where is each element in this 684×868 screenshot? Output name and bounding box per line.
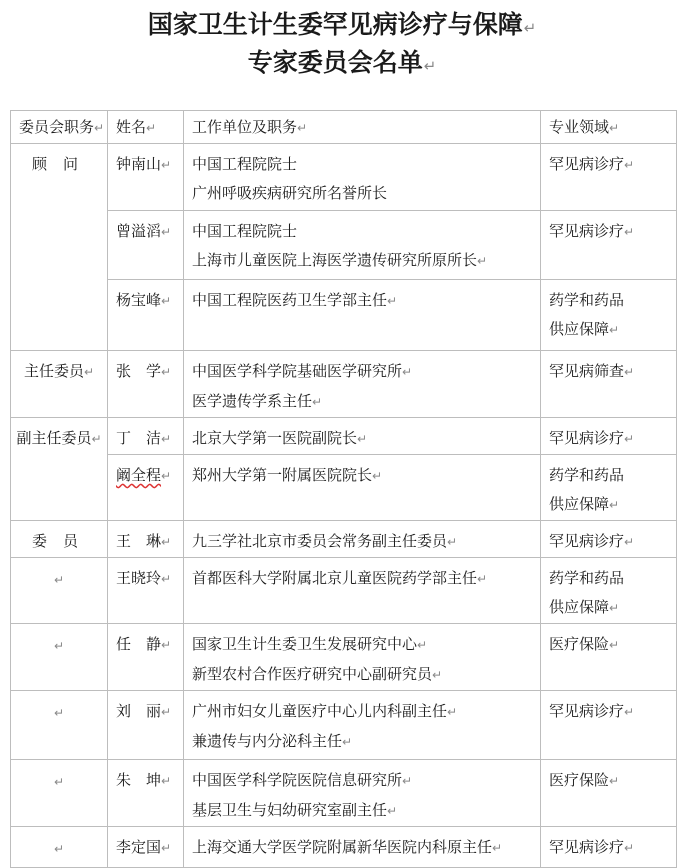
unit-cell: 首都医科大学附属北京儿童医院药学部主任↵ bbox=[184, 558, 541, 624]
field-cell: 药学和药品 供应保障↵ bbox=[541, 280, 677, 351]
field-cell: 罕见病诊疗↵ bbox=[541, 144, 677, 211]
name-cell: 王 琳↵ bbox=[108, 521, 184, 558]
table-header-row bbox=[11, 111, 677, 144]
field-cell: 医疗保险↵ bbox=[541, 760, 677, 827]
table-row bbox=[11, 351, 677, 418]
table-row bbox=[11, 211, 677, 280]
table-row bbox=[11, 144, 677, 211]
role-cell: 主任委员↵ bbox=[11, 351, 108, 418]
field-cell: 罕见病诊疗↵ bbox=[541, 691, 677, 760]
name-cell: 阚全程↵ bbox=[108, 455, 184, 521]
role-cell: 委员 bbox=[11, 521, 108, 558]
unit-cell: 中国工程院院士 广州呼吸疾病研究所名誉所长 bbox=[184, 144, 541, 211]
field-cell: 罕见病诊疗↵ bbox=[541, 418, 677, 455]
field-cell: 罕见病筛查↵ bbox=[541, 351, 677, 418]
expert-committee-table bbox=[10, 110, 677, 868]
name-cell: 任 静↵ bbox=[108, 624, 184, 691]
unit-cell: 中国工程院医药卫生学部主任↵ bbox=[184, 280, 541, 351]
table-row bbox=[11, 455, 677, 521]
name-cell: 张 学↵ bbox=[108, 351, 184, 418]
name-cell: 朱 坤↵ bbox=[108, 760, 184, 827]
role-cell: ↵ bbox=[11, 760, 108, 827]
paragraph-mark: ↵ bbox=[423, 57, 437, 75]
name-cell: 钟南山↵ bbox=[108, 144, 184, 211]
role-cell: ↵ bbox=[11, 558, 108, 624]
unit-cell: 中国工程院院士 上海市儿童医院上海医学遗传研究所原所长↵ bbox=[184, 211, 541, 280]
unit-cell: 上海交通大学医学院附属新华医院内科原主任↵ bbox=[184, 827, 541, 868]
field-cell: 药学和药品 供应保障↵ bbox=[541, 455, 677, 521]
table-row bbox=[11, 280, 677, 351]
name-cell: 李定国↵ bbox=[108, 827, 184, 868]
role-cell: 副主任委员↵ bbox=[11, 418, 108, 521]
unit-cell: 中国医学科学院医院信息研究所↵ 基层卫生与妇幼研究室副主任↵ bbox=[184, 760, 541, 827]
field-cell: 医疗保险↵ bbox=[541, 624, 677, 691]
table-row bbox=[11, 624, 677, 691]
table-row bbox=[11, 521, 677, 558]
field-cell: 罕见病诊疗↵ bbox=[541, 521, 677, 558]
table-row bbox=[11, 760, 677, 827]
field-cell: 罕见病诊疗↵ bbox=[541, 211, 677, 280]
header-field: 专业领域↵ bbox=[541, 111, 677, 144]
name-cell: 刘 丽↵ bbox=[108, 691, 184, 760]
unit-cell: 郑州大学第一附属医院院长↵ bbox=[184, 455, 541, 521]
header-role: 委员会职务↵ bbox=[11, 111, 108, 144]
role-cell: ↵ bbox=[11, 827, 108, 868]
role-cell: ↵ bbox=[11, 691, 108, 760]
table-row bbox=[11, 558, 677, 624]
document-title-line-1: 国家卫生计生委罕见病诊疗与保障↵ bbox=[147, 10, 537, 39]
table-row bbox=[11, 827, 677, 868]
header-unit: 工作单位及职务↵ bbox=[184, 111, 541, 144]
document-title-line-2: 专家委员会名单↵ bbox=[247, 48, 437, 77]
unit-cell: 国家卫生计生委卫生发展研究中心↵ 新型农村合作医疗研究中心副研究员↵ bbox=[184, 624, 541, 691]
name-cell: 杨宝峰↵ bbox=[108, 280, 184, 351]
field-cell: 药学和药品 供应保障↵ bbox=[541, 558, 677, 624]
name-cell: 王晓玲↵ bbox=[108, 558, 184, 624]
role-cell: ↵ bbox=[11, 624, 108, 691]
header-name: 姓名↵ bbox=[108, 111, 184, 144]
field-cell: 罕见病诊疗↵ bbox=[541, 827, 677, 868]
unit-cell: 九三学社北京市委员会常务副主任委员↵ bbox=[184, 521, 541, 558]
role-cell: 顾问 bbox=[11, 144, 108, 351]
name-cell: 曾溢滔↵ bbox=[108, 211, 184, 280]
table-row bbox=[11, 418, 677, 455]
name-cell: 丁 洁↵ bbox=[108, 418, 184, 455]
table-row bbox=[11, 691, 677, 760]
unit-cell: 广州市妇女儿童医疗中心儿内科副主任↵ 兼遗传与内分泌科主任↵ bbox=[184, 691, 541, 760]
unit-cell: 北京大学第一医院副院长↵ bbox=[184, 418, 541, 455]
unit-cell: 中国医学科学院基础医学研究所↵ 医学遗传学系主任↵ bbox=[184, 351, 541, 418]
paragraph-mark: ↵ bbox=[523, 19, 537, 37]
